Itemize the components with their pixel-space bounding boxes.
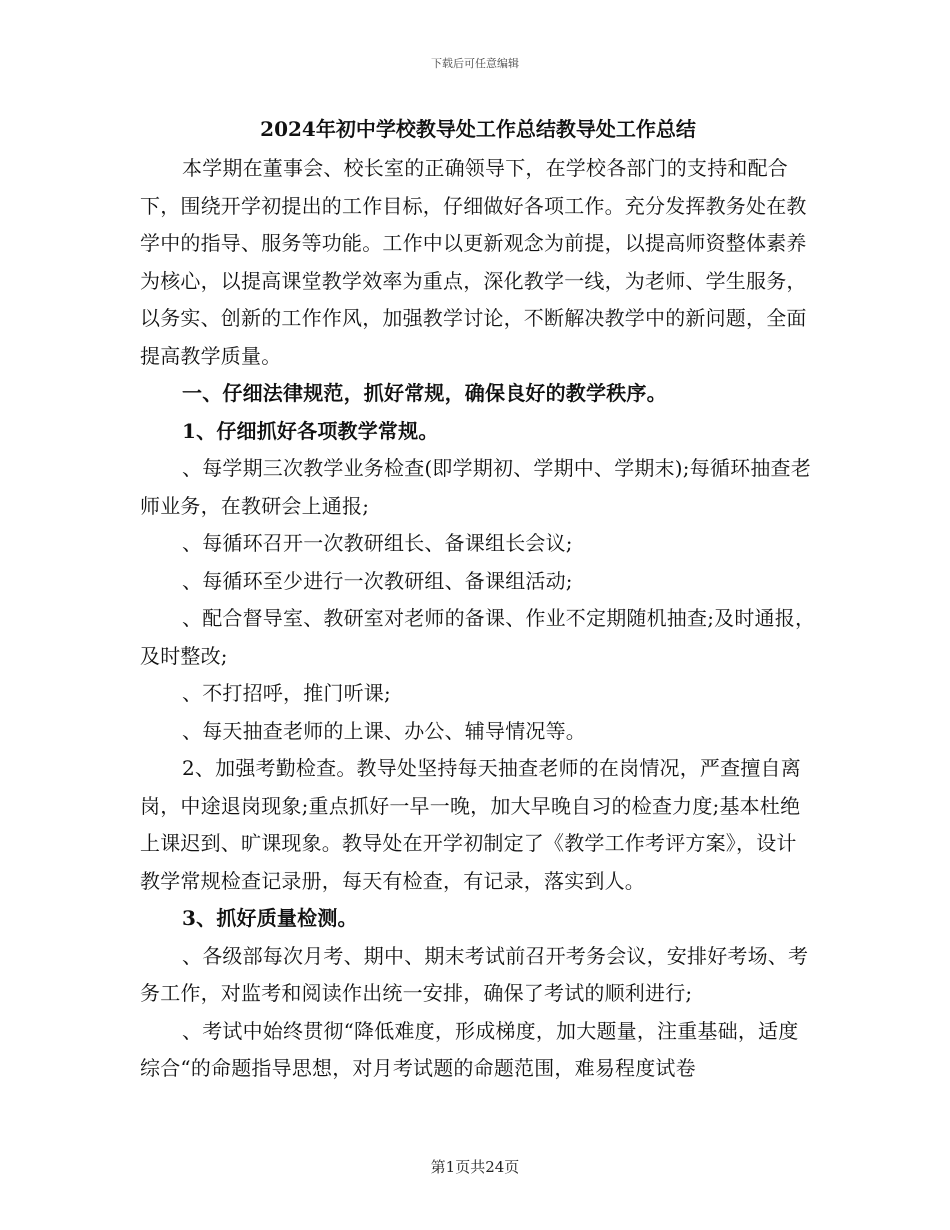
list-item: 、每天抽查老师的上课、办公、辅导情况等。 (182, 718, 586, 743)
list-item: 、考试中始终贯彻“降低难度，形成梯度，加大题量，注重基础，适度综合“的命题指导思想，对月考试题的命题范围，难易程度试卷 (140, 1018, 799, 1080)
subsection-heading-1: 1、仔细抓好各项教学常规。 (182, 418, 439, 443)
list-item: 、各级部每次月考、期中、期末考试前召开考务会议，安排好考场、考务工作，对监考和阅读作出统一安排，确保了考试的顺利进行; (140, 943, 809, 1005)
document-title: 2024年初中学校教导处工作总结教导处工作总结 (260, 117, 696, 141)
intro-paragraph: 本学期在董事会、校长室的正确领导下，在学校各部门的支持和配合下，围绕开学初提出的工作目标，仔细做好各项工作。充分发挥教务处在教学中的指导、服务等功能。工作中以更新观念为前提，以提高师资整体素养为核心，以提高课堂教学效率为重点，深化教学一线，为老师、学生服务，以务实、创新的工作作风，加强教学讨论，不断解决教学中的新问题，全面提高教学质量。 (140, 156, 807, 368)
list-item: 、配合督导室、教研室对老师的备课、作业不定期随机抽查;及时通报，及时整改; (140, 606, 816, 668)
page-footer: 第1页共24页 (430, 1158, 520, 1176)
list-item: 、不打招呼，推门听课; (182, 681, 391, 705)
header-note: 下载后可任意编辑 (431, 57, 519, 70)
list-item: 、每循环召开一次教研组长、备课组长会议; (182, 531, 573, 555)
section-heading-1: 一、仔细法律规范，抓好常规，确保良好的教学秩序。 (182, 381, 667, 405)
document-body (140, 112, 816, 1088)
attendance-paragraph: 2、加强考勤检查。教导处坚持每天抽查老师的在岗情况，严查擅自离岗，中途退岗现象;重点抓好一早一晚，加大早晚自习的检查力度;基本杜绝上课迟到、旷课现象。教导处在开学初制定了《教学工作考评方案》，设计教学常规检查记录册，每天有检查，有记录，落实到人。 (140, 756, 801, 893)
list-item: 、每循环至少进行一次教研组、备课组活动; (182, 568, 573, 593)
subsection-heading-3: 3、抓好质量检测。 (182, 906, 358, 930)
list-item: 、每学期三次教学业务检查(即学期初、学期中、学期末);每循环抽查老师业务，在教研会上通报; (140, 456, 811, 518)
